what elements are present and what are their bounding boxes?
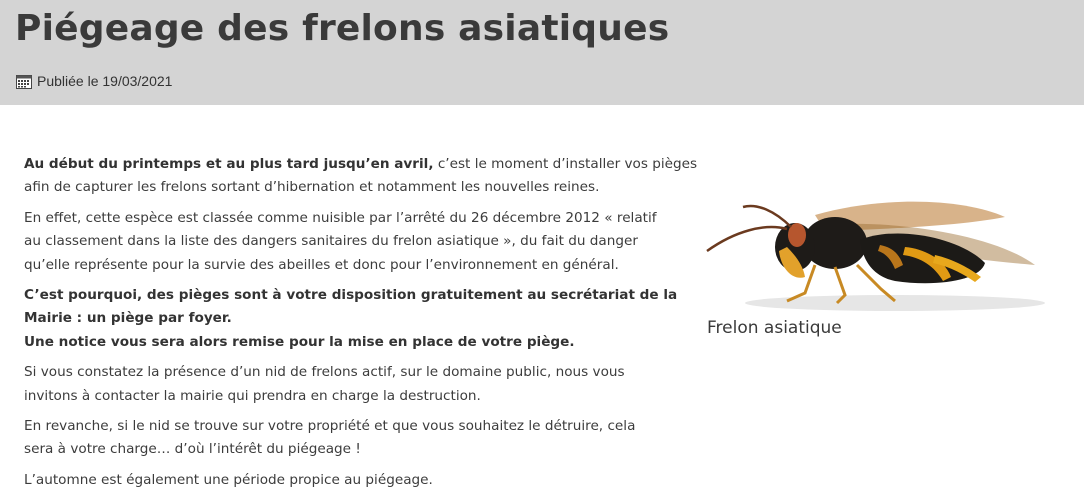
paragraph-1-bold: Au début du printemps et au plus tard jusqu’en avril, (24, 156, 434, 172)
paragraph-6: L’automne est également une période propice au piégeage. (24, 471, 433, 488)
article-body (24, 153, 698, 499)
page-header (0, 0, 1084, 105)
paragraph-2: En effet, cette espèce est classée comme nuisible par l’arrêté du 26 décembre 2012 « relatif au classement dans la liste des dangers sanitaires du frelon asiatique », du fait du danger qu’elle représente pour la survie des abeilles et donc pour l’environnement en général. (24, 209, 657, 273)
page-title: Piégeage des frelons asiatiques (15, 8, 670, 49)
publication-date-text: Publiée le 19/03/2021 (37, 73, 173, 89)
paragraph-4: Si vous constatez la présence d’un nid de frelons actif, sur le domaine public, nous vous invitons à contacter la mairie qui prendra en charge la destruction. (24, 364, 625, 404)
paragraph-3: C’est pourquoi, des pièges sont à votre disposition gratuitement au secrétariat de la Mairie : un piège par foyer. Une notice vous sera alors remise pour la mise en place de votre piège. (24, 287, 678, 350)
calendar-icon (16, 74, 32, 89)
figure-caption: Frelon asiatique (707, 318, 842, 338)
publication-date (16, 71, 172, 91)
paragraph-5: En revanche, si le nid se trouve sur votre propriété et que vous souhaitez le détruire, cela sera à votre charge… d’où l’intérêt du piégeage ! (24, 418, 636, 458)
paragraph-1: Au début du printemps et au plus tard jusqu’en avril, c’est le moment d’installer vos pièges afin de capturer les frelons sortant d’hibernation et notamment les nouvelles reines. (24, 156, 698, 196)
